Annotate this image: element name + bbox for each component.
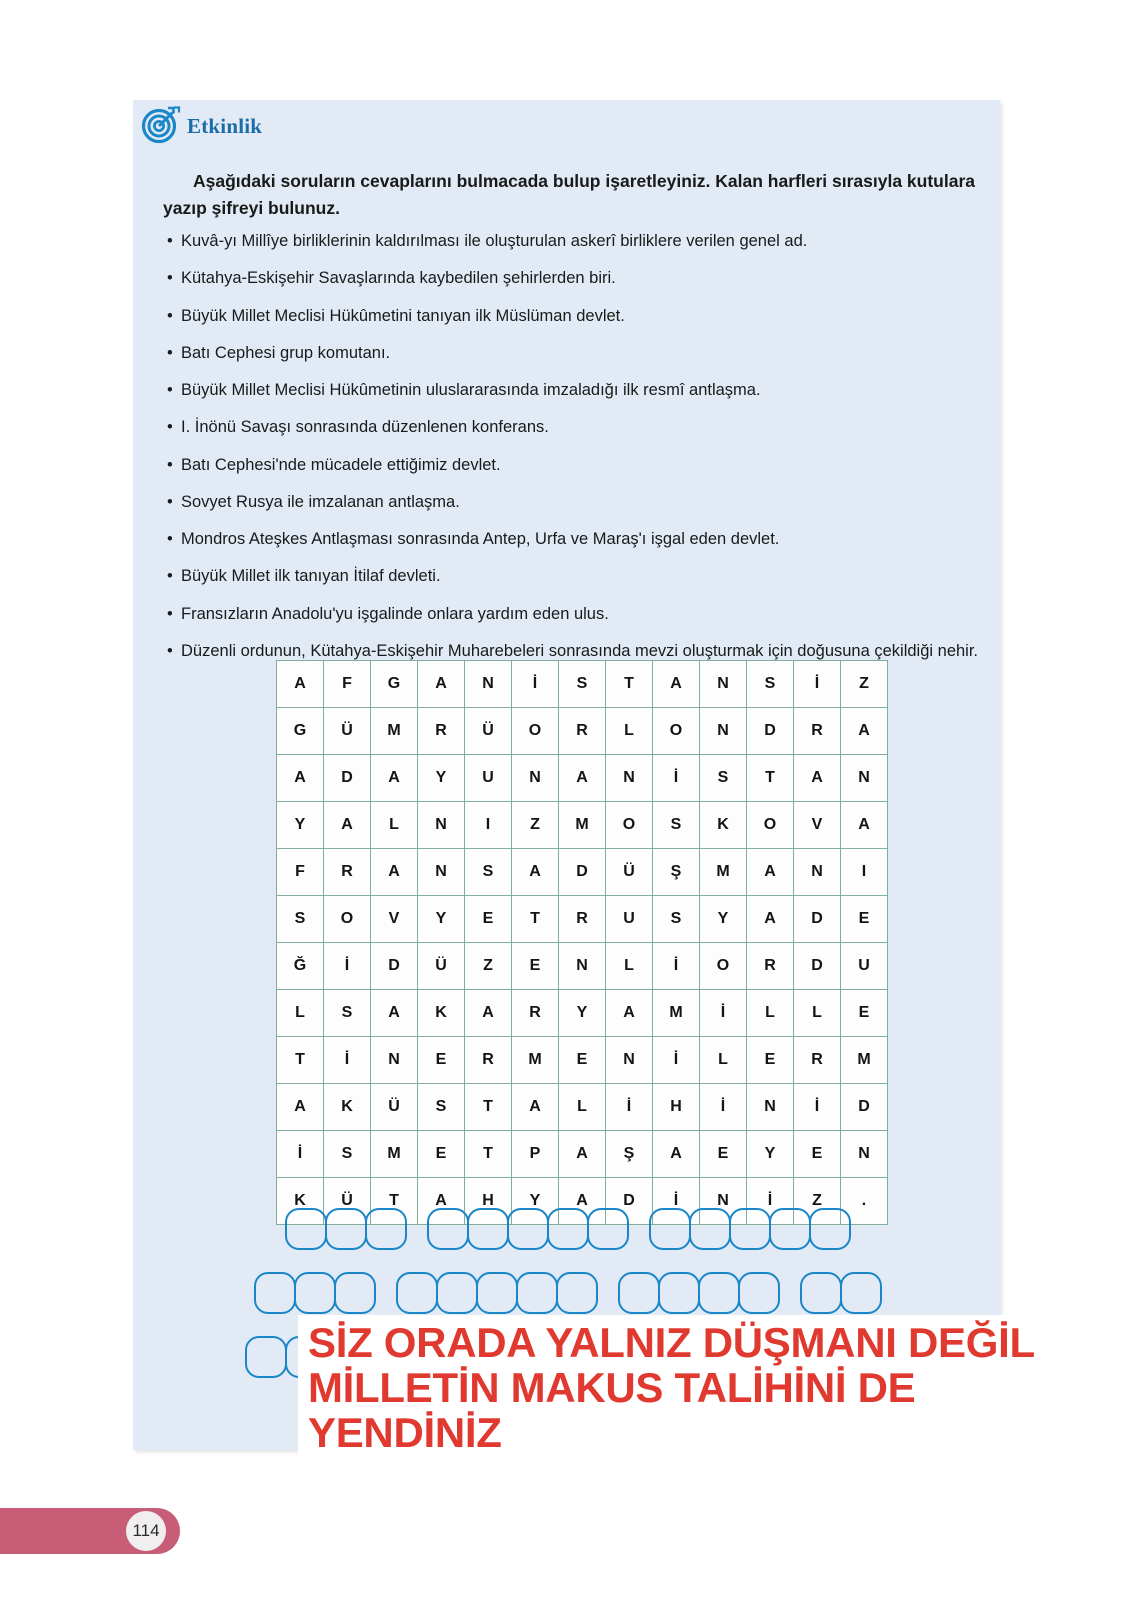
grid-cell[interactable]: Ş <box>606 1131 653 1178</box>
answer-word-group <box>649 1208 849 1250</box>
grid-cell[interactable]: S <box>747 661 794 708</box>
grid-cell[interactable]: P <box>512 1131 559 1178</box>
grid-cell[interactable]: M <box>371 1131 418 1178</box>
grid-row <box>277 1037 888 1084</box>
grid-cell[interactable]: A <box>559 1131 606 1178</box>
grid-row <box>277 1131 888 1178</box>
question-item <box>163 342 993 364</box>
bullet-icon: • <box>167 530 173 549</box>
answer-letter-box[interactable] <box>467 1208 509 1250</box>
grid-cell[interactable]: Ü <box>324 1178 371 1225</box>
bullet-icon: • <box>167 269 173 288</box>
answer-letter-box[interactable] <box>396 1272 438 1314</box>
grid-row <box>277 708 888 755</box>
grid-cell[interactable]: A <box>559 755 606 802</box>
answer-letter-box[interactable] <box>800 1272 842 1314</box>
grid-row <box>277 755 888 802</box>
grid-cell[interactable]: Y <box>700 896 747 943</box>
grid-cell[interactable]: Ü <box>465 708 512 755</box>
grid-cell[interactable]: S <box>653 802 700 849</box>
grid-cell[interactable]: A <box>794 755 841 802</box>
question-text: Batı Cephesi'nde mücadele ettiğimiz devlet. <box>181 455 501 474</box>
grid-cell[interactable]: A <box>277 1084 324 1131</box>
answer-word-group <box>396 1272 596 1314</box>
grid-cell[interactable]: R <box>465 1037 512 1084</box>
grid-cell[interactable]: L <box>606 943 653 990</box>
answer-letter-box[interactable] <box>618 1272 660 1314</box>
bullet-icon: • <box>167 567 173 586</box>
grid-cell[interactable]: A <box>653 661 700 708</box>
grid-cell[interactable]: R <box>324 849 371 896</box>
grid-cell[interactable]: N <box>841 1131 888 1178</box>
grid-cell[interactable]: İ <box>794 1084 841 1131</box>
grid-cell[interactable]: N <box>465 661 512 708</box>
grid-cell[interactable]: H <box>465 1178 512 1225</box>
answer-letter-box[interactable] <box>809 1208 851 1250</box>
question-item <box>163 603 993 625</box>
grid-cell[interactable]: N <box>512 755 559 802</box>
grid-cell[interactable]: İ <box>512 661 559 708</box>
answer-overlay <box>298 1315 1088 1465</box>
grid-cell[interactable]: A <box>841 802 888 849</box>
answer-letter-box[interactable] <box>285 1208 327 1250</box>
grid-cell[interactable]: Y <box>277 802 324 849</box>
question-text: Kütahya-Eskişehir Savaşlarında kaybedilen şehirlerden biri. <box>181 269 616 288</box>
grid-cell[interactable]: T <box>512 896 559 943</box>
grid-cell[interactable]: İ <box>653 1037 700 1084</box>
grid-cell[interactable]: İ <box>324 1037 371 1084</box>
grid-cell[interactable]: Z <box>841 661 888 708</box>
answer-letter-box[interactable] <box>689 1208 731 1250</box>
answer-letter-box[interactable] <box>658 1272 700 1314</box>
grid-cell[interactable]: T <box>277 1037 324 1084</box>
grid-cell[interactable]: R <box>512 990 559 1037</box>
grid-cell[interactable]: N <box>841 755 888 802</box>
grid-cell[interactable]: N <box>700 1178 747 1225</box>
grid-cell[interactable]: A <box>277 755 324 802</box>
grid-row <box>277 802 888 849</box>
grid-cell[interactable]: S <box>324 990 371 1037</box>
grid-cell[interactable]: N <box>559 943 606 990</box>
grid-cell[interactable]: A <box>465 990 512 1037</box>
grid-cell[interactable]: E <box>418 1131 465 1178</box>
grid-cell[interactable]: D <box>371 943 418 990</box>
answer-word-group <box>285 1208 405 1250</box>
grid-cell[interactable]: Y <box>747 1131 794 1178</box>
grid-cell[interactable]: L <box>794 990 841 1037</box>
grid-row <box>277 1084 888 1131</box>
grid-cell[interactable]: G <box>371 661 418 708</box>
grid-cell[interactable]: M <box>700 849 747 896</box>
grid-cell[interactable]: K <box>418 990 465 1037</box>
question-text: Kuvâ-yı Millîye birliklerinin kaldırılması ile oluşturulan askerî birliklere verilen genel ad. <box>181 232 808 250</box>
activity-header <box>141 108 262 144</box>
answer-letter-box[interactable] <box>245 1336 287 1378</box>
grid-cell[interactable]: R <box>418 708 465 755</box>
grid-cell[interactable]: F <box>324 661 371 708</box>
grid-cell[interactable]: A <box>747 849 794 896</box>
grid-cell[interactable]: Ş <box>653 849 700 896</box>
grid-cell[interactable]: E <box>559 1037 606 1084</box>
grid-cell[interactable]: N <box>700 661 747 708</box>
grid-cell[interactable]: S <box>277 896 324 943</box>
grid-cell[interactable]: U <box>606 896 653 943</box>
grid-cell[interactable]: O <box>700 943 747 990</box>
grid-cell[interactable]: İ <box>747 1178 794 1225</box>
grid-row <box>277 943 888 990</box>
grid-cell[interactable]: S <box>465 849 512 896</box>
grid-cell[interactable]: İ <box>277 1131 324 1178</box>
question-list <box>163 230 993 677</box>
grid-cell[interactable]: A <box>653 1131 700 1178</box>
answer-word-group <box>427 1208 627 1250</box>
grid-cell[interactable]: S <box>559 661 606 708</box>
question-item <box>163 416 993 438</box>
question-text: Batı Cephesi grup komutanı. <box>181 343 391 362</box>
instruction-text: Aşağıdaki soruların cevaplarını bulmacada bulup işaretleyiniz. Kalan harfleri sırasıyla kutulara yazıp şifreyi bulunuz. <box>163 171 975 219</box>
grid-cell[interactable]: R <box>559 896 606 943</box>
grid-cell[interactable]: I <box>841 849 888 896</box>
question-item <box>163 491 993 513</box>
grid-cell[interactable]: L <box>277 990 324 1037</box>
grid-cell[interactable]: E <box>747 1037 794 1084</box>
grid-cell[interactable]: V <box>794 802 841 849</box>
grid-cell[interactable]: M <box>559 802 606 849</box>
grid-cell[interactable]: N <box>700 708 747 755</box>
question-item <box>163 528 993 550</box>
grid-cell[interactable]: E <box>841 896 888 943</box>
grid-cell[interactable]: Ü <box>606 849 653 896</box>
grid-cell[interactable]: S <box>418 1084 465 1131</box>
grid-cell[interactable]: R <box>559 708 606 755</box>
answer-letter-box[interactable] <box>254 1272 296 1314</box>
grid-cell[interactable]: E <box>700 1131 747 1178</box>
answer-letter-box[interactable] <box>840 1272 882 1314</box>
grid-cell[interactable]: A <box>371 990 418 1037</box>
grid-cell[interactable]: Z <box>465 943 512 990</box>
grid-cell[interactable]: O <box>324 896 371 943</box>
grid-cell[interactable]: K <box>324 1084 371 1131</box>
grid-cell[interactable]: R <box>794 1037 841 1084</box>
grid-cell[interactable]: N <box>747 1084 794 1131</box>
grid-cell[interactable]: U <box>465 755 512 802</box>
grid-cell[interactable]: D <box>559 849 606 896</box>
answer-letter-box[interactable] <box>587 1208 629 1250</box>
grid-cell[interactable]: İ <box>653 755 700 802</box>
grid-cell[interactable]: A <box>559 1178 606 1225</box>
answer-letter-box[interactable] <box>365 1208 407 1250</box>
bullet-icon: • <box>167 604 173 623</box>
page-number-badge: 114 <box>126 1511 166 1551</box>
question-text: Mondros Ateşkes Antlaşması sonrasında Antep, Urfa ve Maraş'ı işgal eden devlet. <box>181 530 780 549</box>
grid-cell[interactable]: L <box>559 1084 606 1131</box>
question-item <box>163 379 993 401</box>
grid-cell[interactable]: M <box>653 990 700 1037</box>
grid-cell[interactable]: N <box>606 1037 653 1084</box>
grid-cell[interactable]: Z <box>794 1178 841 1225</box>
answer-word-group <box>618 1272 778 1314</box>
grid-cell[interactable]: D <box>606 1178 653 1225</box>
bullet-icon: • <box>167 381 173 400</box>
grid-cell[interactable]: U <box>841 943 888 990</box>
question-item <box>163 230 993 252</box>
grid-cell[interactable]: İ <box>324 943 371 990</box>
answer-overlay-line: YENDİNİZ <box>308 1408 502 1456</box>
grid-cell[interactable]: E <box>418 1037 465 1084</box>
grid-cell[interactable]: A <box>324 802 371 849</box>
answer-letter-box[interactable] <box>294 1272 336 1314</box>
bullet-icon: • <box>167 492 173 511</box>
grid-cell[interactable]: Ü <box>371 1084 418 1131</box>
target-icon <box>141 108 181 144</box>
grid-cell[interactable]: Y <box>559 990 606 1037</box>
grid-cell[interactable]: A <box>512 849 559 896</box>
answer-letter-box[interactable] <box>516 1272 558 1314</box>
grid-cell[interactable]: A <box>747 896 794 943</box>
grid-cell[interactable]: İ <box>653 943 700 990</box>
grid-cell[interactable]: O <box>747 802 794 849</box>
grid-cell[interactable]: Ü <box>324 708 371 755</box>
grid-cell[interactable]: N <box>794 849 841 896</box>
answer-letter-box[interactable] <box>507 1208 549 1250</box>
grid-cell[interactable]: K <box>277 1178 324 1225</box>
answer-letter-box[interactable] <box>334 1272 376 1314</box>
grid-cell[interactable]: T <box>465 1084 512 1131</box>
grid-cell[interactable]: L <box>371 802 418 849</box>
grid-cell[interactable]: I <box>465 802 512 849</box>
activity-title: Etkinlik <box>187 113 263 138</box>
grid-cell[interactable]: N <box>606 755 653 802</box>
grid-cell[interactable]: T <box>606 661 653 708</box>
grid-cell[interactable]: L <box>747 990 794 1037</box>
grid-cell[interactable]: A <box>606 990 653 1037</box>
answer-letter-box[interactable] <box>325 1208 367 1250</box>
grid-cell[interactable]: A <box>371 849 418 896</box>
grid-cell[interactable]: A <box>418 661 465 708</box>
bullet-icon: • <box>167 343 173 362</box>
grid-cell[interactable]: N <box>418 849 465 896</box>
grid-cell[interactable]: İ <box>653 1178 700 1225</box>
grid-cell[interactable]: O <box>606 802 653 849</box>
bullet-icon: • <box>167 232 173 250</box>
grid-cell[interactable]: İ <box>794 661 841 708</box>
grid-cell[interactable]: D <box>324 755 371 802</box>
grid-cell[interactable]: İ <box>700 1084 747 1131</box>
answer-letter-box[interactable] <box>547 1208 589 1250</box>
grid-cell[interactable]: K <box>700 802 747 849</box>
grid-row <box>277 661 888 708</box>
answer-row <box>133 1208 1000 1250</box>
grid-cell[interactable]: O <box>653 708 700 755</box>
grid-cell[interactable]: D <box>841 1084 888 1131</box>
grid-cell[interactable]: E <box>465 896 512 943</box>
question-text: Büyük Millet Meclisi Hükûmetinin uluslararasında imzaladığı ilk resmî antlaşma. <box>181 381 761 400</box>
answer-overlay-line: MİLLETİN MAKUS TALİHİNİ DE <box>308 1363 916 1411</box>
answer-word-group <box>800 1272 880 1314</box>
grid-cell[interactable]: S <box>653 896 700 943</box>
grid-cell[interactable]: T <box>465 1131 512 1178</box>
grid-cell[interactable]: A <box>512 1084 559 1131</box>
answer-letter-box[interactable] <box>436 1272 478 1314</box>
grid-cell[interactable]: Y <box>418 755 465 802</box>
question-text: I. İnönü Savaşı sonrasında düzenlenen konferans. <box>181 418 549 437</box>
question-item <box>163 640 993 662</box>
word-search-grid[interactable] <box>276 660 888 1225</box>
grid-cell[interactable]: D <box>794 896 841 943</box>
grid-cell[interactable]: T <box>747 755 794 802</box>
answer-letter-box[interactable] <box>649 1208 691 1250</box>
grid-cell[interactable]: İ <box>606 1084 653 1131</box>
grid-cell[interactable]: S <box>324 1131 371 1178</box>
grid-cell[interactable]: M <box>371 708 418 755</box>
grid-cell[interactable]: N <box>371 1037 418 1084</box>
answer-letter-box[interactable] <box>729 1208 771 1250</box>
grid-row <box>277 896 888 943</box>
grid-cell[interactable]: G <box>277 708 324 755</box>
question-item <box>163 267 993 289</box>
question-text: Düzenli ordunun, Kütahya-Eskişehir Muharebeleri sonrasında mevzi oluşturmak için doğusuna çekildiği nehir. <box>181 641 979 660</box>
grid-cell[interactable]: Ü <box>418 943 465 990</box>
grid-cell[interactable]: İ <box>700 990 747 1037</box>
question-text: Büyük Millet Meclisi Hükûmetini tanıyan ilk Müslüman devlet. <box>181 306 625 325</box>
grid-cell[interactable]: R <box>794 708 841 755</box>
answer-letter-box[interactable] <box>769 1208 811 1250</box>
question-item <box>163 305 993 327</box>
question-text: Fransızların Anadolu'yu işgalinde onlara yardım eden ulus. <box>181 604 609 623</box>
grid-cell[interactable]: Z <box>512 802 559 849</box>
grid-cell[interactable]: A <box>841 708 888 755</box>
grid-cell[interactable]: L <box>700 1037 747 1084</box>
grid-cell[interactable]: H <box>653 1084 700 1131</box>
bullet-icon: • <box>167 418 173 437</box>
grid-cell[interactable]: D <box>747 708 794 755</box>
grid-cell[interactable]: O <box>512 708 559 755</box>
grid-cell[interactable]: Y <box>512 1178 559 1225</box>
question-text: Sovyet Rusya ile imzalanan antlaşma. <box>181 492 460 511</box>
question-item <box>163 565 993 587</box>
grid-cell[interactable]: F <box>277 849 324 896</box>
bullet-icon: • <box>167 306 173 325</box>
answer-overlay-line: SİZ ORADA YALNIZ DÜŞMANI DEĞİL <box>308 1319 1035 1366</box>
grid-cell[interactable]: . <box>841 1178 888 1225</box>
grid-cell[interactable]: D <box>794 943 841 990</box>
answer-letter-box[interactable] <box>738 1272 780 1314</box>
grid-cell[interactable]: E <box>841 990 888 1037</box>
grid-cell[interactable]: A <box>371 755 418 802</box>
grid-cell[interactable]: T <box>371 1178 418 1225</box>
answer-letter-box[interactable] <box>427 1208 469 1250</box>
grid-cell[interactable]: R <box>747 943 794 990</box>
grid-row <box>277 849 888 896</box>
grid-cell[interactable]: L <box>606 708 653 755</box>
answer-letter-box[interactable] <box>556 1272 598 1314</box>
grid-row <box>277 990 888 1037</box>
grid-cell[interactable]: M <box>512 1037 559 1084</box>
grid-cell[interactable]: E <box>794 1131 841 1178</box>
bullet-icon: • <box>167 455 173 474</box>
answer-letter-box[interactable] <box>476 1272 518 1314</box>
grid-cell[interactable]: E <box>512 943 559 990</box>
answer-word-group <box>254 1272 374 1314</box>
question-item <box>163 454 993 476</box>
grid-cell[interactable]: A <box>418 1178 465 1225</box>
answer-row <box>133 1272 1000 1314</box>
grid-cell[interactable]: V <box>371 896 418 943</box>
bullet-icon: • <box>167 641 173 660</box>
page-panel <box>133 100 1035 1456</box>
grid-cell[interactable]: Ğ <box>277 943 324 990</box>
question-text: Büyük Millet ilk tanıyan İtilaf devleti. <box>181 567 441 586</box>
grid-cell[interactable]: Y <box>418 896 465 943</box>
grid-cell[interactable]: M <box>841 1037 888 1084</box>
grid-cell[interactable]: A <box>277 661 324 708</box>
answer-letter-box[interactable] <box>698 1272 740 1314</box>
grid-cell[interactable]: S <box>700 755 747 802</box>
grid-cell[interactable]: N <box>418 802 465 849</box>
